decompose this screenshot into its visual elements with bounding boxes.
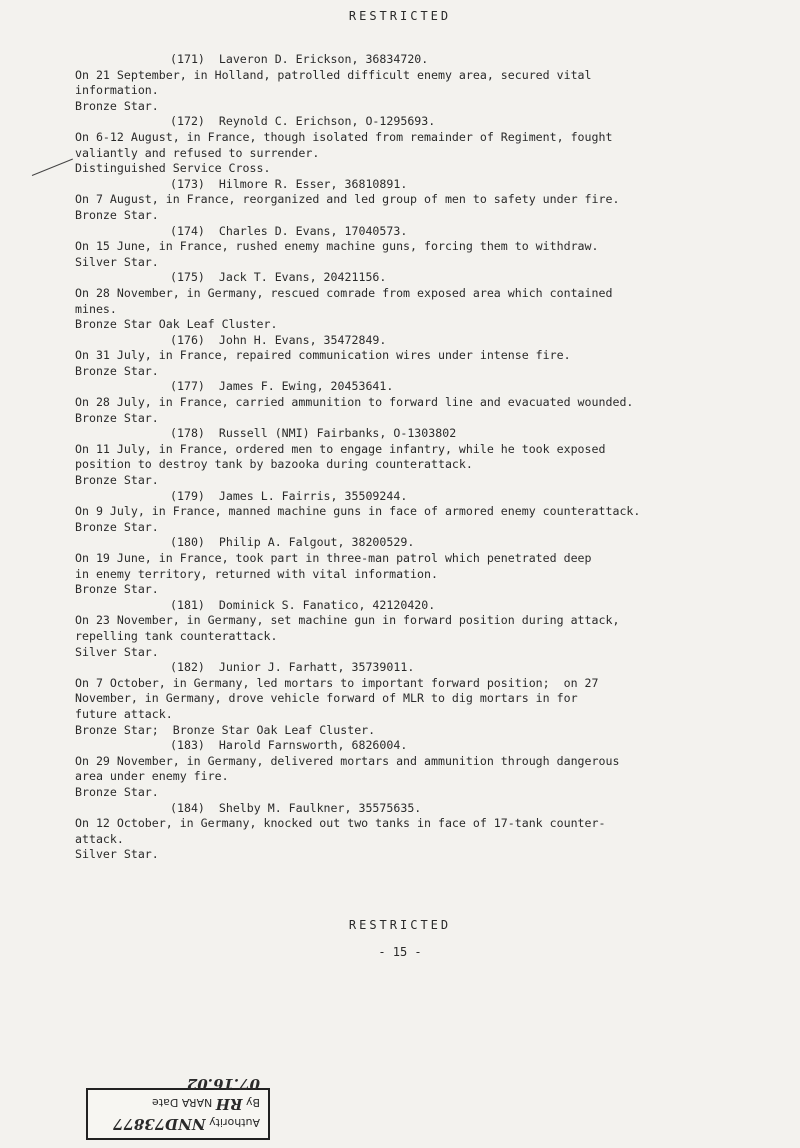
award-entry xyxy=(75,379,735,426)
entry-text-line: On 28 July, in France, carried ammunition to forward line and evacuated wounded. xyxy=(75,395,634,410)
entry-text-line: On 31 July, in France, repaired communication wires under intense fire. xyxy=(75,348,571,363)
margin-pencil-mark xyxy=(32,159,73,176)
entry-text-line: Bronze Star. xyxy=(75,207,159,222)
stamp-authority-label: Authority xyxy=(209,1116,260,1129)
entry-text-line: area under enemy fire. xyxy=(75,769,229,784)
entry-text-line: On 29 November, in Germany, delivered mortars and ammunition through dangerous xyxy=(75,753,620,768)
entry-text-line: On 23 November, in Germany, set machine gun in forward position during attack, xyxy=(75,613,620,628)
entry-heading: (178) Russell (NMI) Fairbanks, O-1303802 xyxy=(170,426,457,441)
stamp-by-line xyxy=(96,1073,260,1113)
entry-text-line: November, in Germany, drove vehicle forward of MLR to dig mortars in for xyxy=(75,691,578,706)
entry-text-line: information. xyxy=(75,83,159,98)
entry-text-line: On 12 October, in Germany, knocked out two tanks in face of 17-tank counter- xyxy=(75,816,606,831)
entry-text-line: Bronze Star Oak Leaf Cluster. xyxy=(75,317,278,332)
entry-text-line: On 6-12 August, in France, though isolated from remainder of Regiment, fought xyxy=(75,129,613,144)
entry-heading: (174) Charles D. Evans, 17040573. xyxy=(170,223,408,238)
stamp-date-label: NARA Date xyxy=(152,1096,213,1109)
stamp-by-initials: RH xyxy=(215,1095,243,1113)
entry-text-line: Bronze Star. xyxy=(75,410,159,425)
entry-text-line: Silver Star. xyxy=(75,254,159,269)
entry-heading: (181) Dominick S. Fanatico, 42120420. xyxy=(170,597,436,612)
entry-heading: (172) Reynold C. Erichson, O-1295693. xyxy=(170,114,436,129)
entry-heading: (171) Laveron D. Erickson, 36834720. xyxy=(170,52,429,66)
entry-text-line: repelling tank counterattack. xyxy=(75,628,278,643)
award-entry xyxy=(75,114,735,176)
entry-text-line: attack. xyxy=(75,831,124,846)
stamp-by-label: By xyxy=(245,1096,260,1109)
entry-text-line: in enemy territory, returned with vital information. xyxy=(75,566,438,581)
entry-heading: (182) Junior J. Farhatt, 35739011. xyxy=(170,660,415,675)
award-entry xyxy=(75,598,735,660)
award-entries-list xyxy=(75,52,735,863)
entry-text-line: On 21 September, in Holland, patrolled difficult enemy area, secured vital xyxy=(75,67,592,82)
entry-heading: (173) Hilmore R. Esser, 36810891. xyxy=(170,176,408,191)
entry-heading: (179) James L. Fairris, 35509244. xyxy=(170,488,408,503)
page-header: RESTRICTED xyxy=(348,9,452,23)
entry-text-line: Bronze Star. xyxy=(75,519,159,534)
entry-text-line: On 28 November, in Germany, rescued comrade from exposed area which contained xyxy=(75,285,613,300)
stamp-date: 07.16.02 xyxy=(186,1075,260,1093)
entry-text-line: Bronze Star. xyxy=(75,473,159,488)
entry-heading: (180) Philip A. Falgout, 38200529. xyxy=(170,535,415,550)
entry-text-line: Bronze Star. xyxy=(75,582,159,597)
entry-text-line: Distinguished Service Cross. xyxy=(75,161,271,176)
award-entry xyxy=(75,333,735,380)
entry-heading: (177) James F. Ewing, 20453641. xyxy=(170,379,394,394)
entry-text-line: Bronze Star. xyxy=(75,784,159,799)
award-entry xyxy=(75,738,735,800)
entry-text-line: mines. xyxy=(75,301,117,316)
entry-text-line: position to destroy tank by bazooka during counterattack. xyxy=(75,457,473,472)
award-entry xyxy=(75,660,735,738)
page-footer: RESTRICTED xyxy=(348,918,452,932)
entry-text-line: Bronze Star. xyxy=(75,363,159,378)
entry-text-line: valiantly and refused to surrender. xyxy=(75,145,320,160)
entry-text-line: future attack. xyxy=(75,706,173,721)
entry-heading: (184) Shelby M. Faulkner, 35575635. xyxy=(170,800,422,815)
entry-text-line: Silver Star. xyxy=(75,847,159,862)
award-entry xyxy=(75,270,735,332)
entry-text-line: Silver Star. xyxy=(75,644,159,659)
entry-text-line: On 15 June, in France, rushed enemy machine guns, forcing them to withdraw. xyxy=(75,239,599,254)
stamp-authority-number: NND73877 xyxy=(112,1115,206,1133)
entry-heading: (176) John H. Evans, 35472849. xyxy=(170,332,387,347)
entry-text-line: On 7 October, in Germany, led mortars to important forward position; on 27 xyxy=(75,675,599,690)
entry-text-line: On 9 July, in France, manned machine guns in face of armored enemy counterattack. xyxy=(75,504,641,519)
page-number: - 15 - xyxy=(378,945,422,959)
entry-heading: (175) Jack T. Evans, 20421156. xyxy=(170,270,387,285)
stamp-authority-line xyxy=(96,1113,260,1133)
award-entry xyxy=(75,489,735,536)
entry-text-line: On 7 August, in France, reorganized and led group of men to safety under fire. xyxy=(75,192,620,207)
declassification-stamp xyxy=(86,1075,270,1140)
entry-text-line: Bronze Star; Bronze Star Oak Leaf Cluster. xyxy=(75,722,376,737)
entry-heading: (183) Harold Farnsworth, 6826004. xyxy=(170,738,408,753)
award-entry xyxy=(75,224,735,271)
award-entry xyxy=(75,426,735,488)
entry-text-line: On 19 June, in France, took part in three-man patrol which penetrated deep xyxy=(75,551,592,565)
entry-text-line: Bronze Star. xyxy=(75,98,159,113)
entry-text-line: On 11 July, in France, ordered men to engage infantry, while he took exposed xyxy=(75,441,606,456)
award-entry xyxy=(75,177,735,224)
award-entry xyxy=(75,801,735,863)
award-entry xyxy=(75,535,735,597)
award-entry xyxy=(75,52,735,114)
